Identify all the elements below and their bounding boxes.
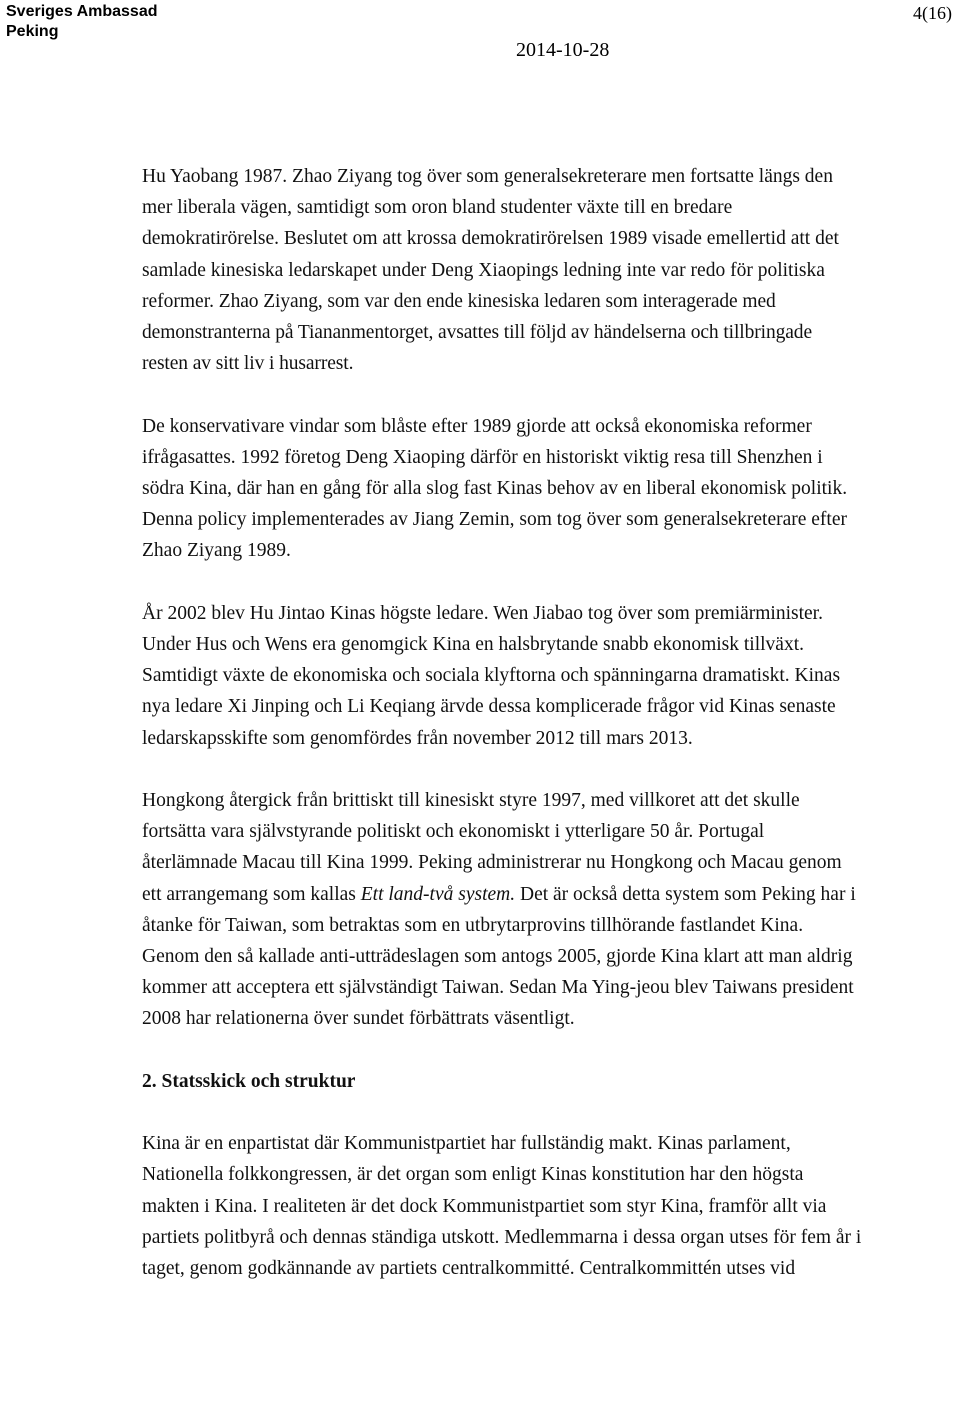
paragraph-text-part: Det är också detta system som Peking har i åtanke för Taiwan, som betraktas som en utbrytarprovins tillhörande fastlandet Kina. Genom den så kallade anti-utträdeslagen som antogs 2005, gjorde Kina klart att man aldrig kommer att acceptera ett självständigt Taiwan. Sedan Ma Ying-jeou blev Taiwans president 2008 har relationerna över sundet förbättrats väsentligt. <box>142 883 856 1030</box>
letterhead <box>6 2 157 42</box>
paragraph-text-part: Hongkong återgick från brittiskt till kinesiskt styre 1997, med villkoret att det skulle fortsätta vara självstyrande politiskt och ekonomiskt i ytterligare 50 år. Portugal återlämnade Macau till Kina 1999. Peking administrerar nu Hongkong och Macau genom ett arrangemang som kallas <box>142 790 842 905</box>
paragraph: De konservativare vindar som blåste efter 1989 gjorde att också ekonomiska reformer ifrågasattes. 1992 företog Deng Xiaoping därför en historiskt viktig resa till Shenzhen i södra Kina, där han en gång för alla slog fast Kinas behov av en liberal ekonomisk politik. Denna policy implementerades av Jiang Zemin, som tog över som generalsekreterare efter Zhao Ziyang 1989. <box>142 415 848 562</box>
paragraph: År 2002 blev Hu Jintao Kinas högste ledare. Wen Jiabao tog över som premiärminister. Under Hus och Wens era genomgick Kina en halsbrytande snabb ekonomisk tillväxt. Samtidigt växte de ekonomiska och sociala klyftorna och spänningarna dramatiskt. Kinas nya ledare Xi Jinping och Li Keqiang ärvde dessa komplicerade frågor vid Kinas senaste ledarskapsskifte som genomfördes från november 2012 till mars 2013. <box>142 602 841 749</box>
paragraph <box>142 161 862 379</box>
document-date: 2014-10-28 <box>516 39 610 61</box>
letterhead-org: Sveriges Ambassad <box>6 3 158 20</box>
document-body <box>142 161 862 1315</box>
page-number: 4(16) <box>913 3 952 23</box>
paragraph-text-part: Zhao Ziyang, som var den ende kinesiska ledaren som interagerade med demonstranterna på Tiananmentorget, avsattes till följd av händelserna och tillbringade resten av sitt liv i husarrest. <box>142 290 813 375</box>
paragraph-text-part: Hu Yaobang 1987. Zhao Ziyang tog över som generalsekreterare men fortsatte längs den mer liberala vägen, samtidigt som oron bland studenter växte till en bredare demokratirörelse. Beslutet om att krossa demokratirörelsen 1989 visade emellertid att det samlade kinesiska ledarskapet under Deng Xiaopings ledning inte var redo för politiska reformer. <box>142 166 839 312</box>
paragraph: Kina är en enpartistat där Kommunistpartiet har fullständig makt. Kinas parlament, Nationella folkkongressen, är det organ som enligt Kinas konstitution har den högsta makten i Kina. I realiteten är det dock Kommunistpartiet som styr Kina, framför allt via partiets politbyrå och dennas ständiga utskott. Medlemmarna i dessa organ utses för fem år i taget, genom godkännande av partiets centralkommitté. Centralkommittén utses vid <box>142 1133 862 1280</box>
paragraph <box>142 785 862 1035</box>
section-heading: 2. Statsskick och struktur <box>142 1070 356 1092</box>
emphasized-term: Ett land-två system. <box>360 883 516 905</box>
letterhead-city: Peking <box>6 23 59 40</box>
